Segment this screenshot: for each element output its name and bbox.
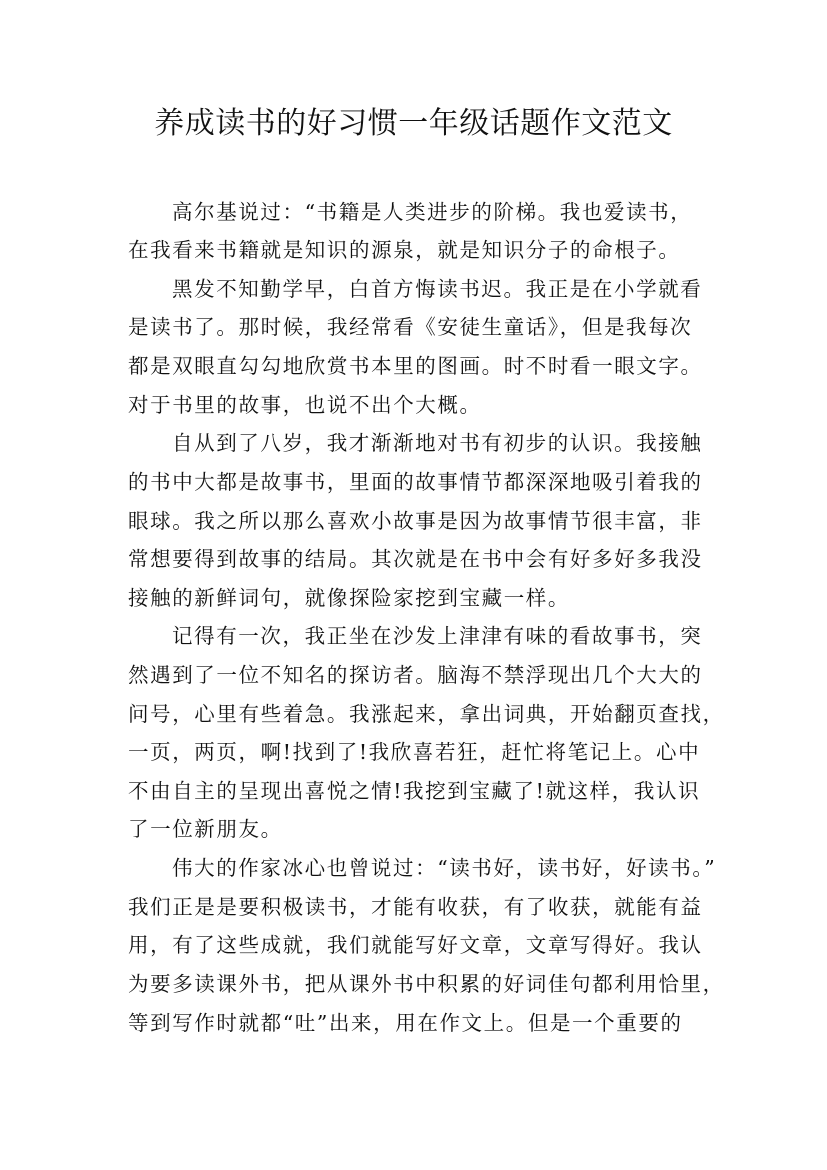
paragraph-line: 的书中大都是故事书，里面的故事情节都深深地吸引着我的	[128, 470, 703, 494]
paragraph-line: 都是双眼直勾勾地欣赏书本里的图画。时不时看一眼文字。	[128, 354, 703, 378]
paragraph-line: 眼球。我之所以那么喜欢小故事是因为故事情节很丰富，非	[128, 509, 703, 533]
paragraph-line: 对于书里的故事，也说不出个大概。	[128, 393, 482, 417]
paragraph-line: 了一位新朋友。	[128, 817, 283, 841]
paragraph-line: 一页，两页，啊!找到了!我欣喜若狂，赶忙将笔记上。心中	[128, 740, 701, 764]
paragraph-line: 然遇到了一位不知名的探访者。脑海不禁浮现出几个大大的	[128, 663, 703, 687]
paragraph-line: 黑发不知勤学早，白首方悔读书迟。我正是在小学就看	[172, 277, 703, 301]
paragraph-line: 是读书了。那时候，我经常看《安徒生童话》，但是我每次	[128, 315, 693, 339]
document-title: 养成读书的好习惯一年级话题作文范文	[154, 106, 673, 141]
paragraph-line: 为要多读课外书，把从课外书中积累的好词佳句都利用恰里，	[128, 972, 725, 996]
paragraph-line: 高尔基说过：“书籍是人类进步的阶梯。我也爱读书，	[172, 200, 693, 224]
paragraph-line: 问号，心里有些着急。我涨起来，拿出词典，开始翻页查找，	[128, 702, 725, 726]
paragraph-line: 等到写作时就都“吐”出来，用在作文上。但是一个重要的	[128, 1011, 683, 1035]
paragraph-line: 用，有了这些成就，我们就能写好文章，文章写得好。我认	[128, 933, 703, 957]
paragraph-line: 不由自主的呈现出喜悦之情!我挖到宝藏了!就这样，我认识	[128, 779, 701, 803]
paragraph-line: 常想要得到故事的结局。其次就是在书中会有好多好多我没	[128, 547, 703, 571]
paragraph-line: 我们正是是要积极读书，才能有收获，有了收获，就能有益	[128, 895, 703, 919]
paragraph-line: 伟大的作家冰心也曾说过：“读书好，读书好，好读书。”	[172, 856, 717, 880]
paragraph-line: 记得有一次，我正坐在沙发上津津有味的看故事书，突	[172, 624, 703, 648]
paragraph-line: 接触的新鲜词句，就像探险家挖到宝藏一样。	[128, 586, 570, 610]
paragraph-line: 在我看来书籍就是知识的源泉，就是知识分子的命根子。	[128, 238, 681, 262]
paragraph-line: 自从到了八岁，我才渐渐地对书有初步的认识。我接触	[172, 431, 703, 455]
